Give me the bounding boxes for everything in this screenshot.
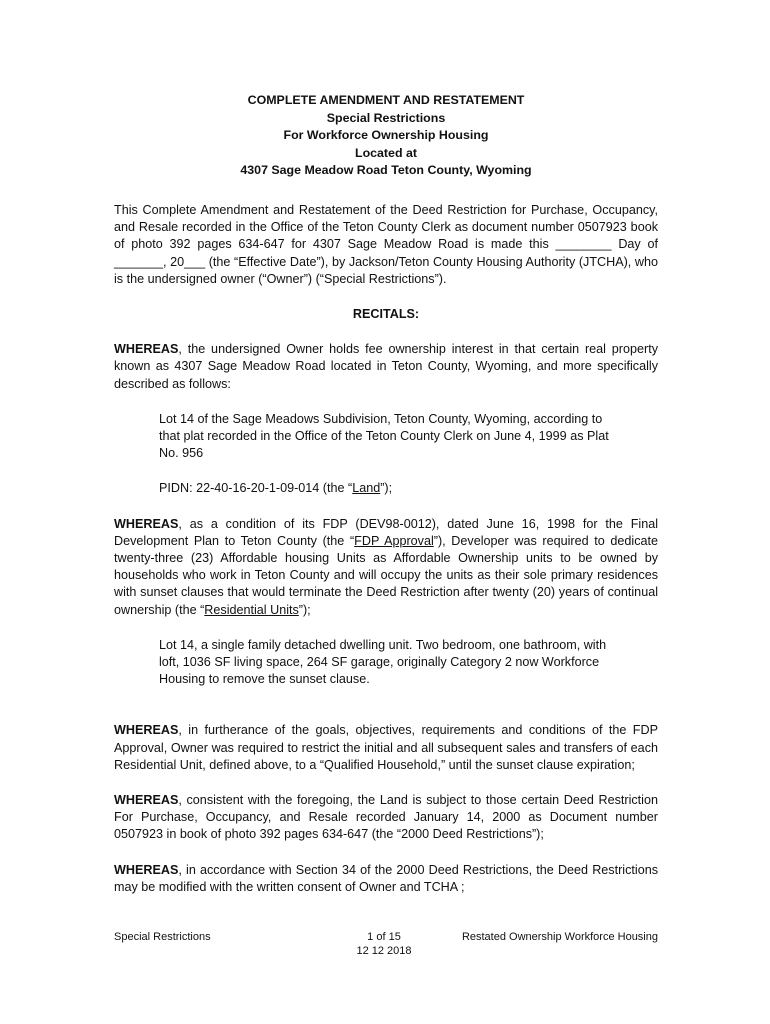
whereas-keyword: WHEREAS — [114, 516, 179, 531]
document-title — [114, 92, 658, 180]
intro-paragraph: This Complete Amendment and Restatement of the Deed Restriction for Purchase, Occupancy, and Resale recorded in the Office of the Teton County Clerk as document number 0507923 book of photo 392 pages 634-647 for 4307 Sage Meadow Road is made this ________ Day of _______, 20___ (the “Effective Date”), by Jackson/Teton County Housing Authority (JTCHA), who is the undersigned owner (“Owner”) (“Special Restrictions”). — [114, 202, 658, 286]
document-page — [114, 92, 658, 896]
whereas-text: , in accordance with Section 34 of the 2000 Deed Restrictions, the Deed Restrictions may be modified with the written consent of Owner and TCHA ; — [114, 862, 658, 894]
title-line-2: Special Restrictions — [326, 110, 446, 125]
defined-term-residential-units: Residential Units — [204, 602, 299, 617]
title-line-4: Located at — [355, 145, 417, 160]
footer-document-label: Special Restrictions — [114, 931, 211, 943]
title-line-3: For Workforce Ownership Housing — [283, 128, 489, 143]
whereas-keyword: WHEREAS — [114, 793, 179, 808]
defined-term-land: Land — [352, 481, 381, 496]
title-line-1: COMPLETE AMENDMENT AND RESTATEMENT — [247, 93, 525, 107]
whereas-text: , in furtherance of the goals, objectives, requirements and conditions of the FDP Approval, Owner was required to restrict the initial and all subsequent sales and transfers of each Residential Unit, defined above, to a “Qualified Household,” until the sunset clause expiration; — [114, 723, 658, 772]
whereas-paragraph-1 — [114, 341, 658, 393]
page-number: 1 of 15 — [367, 931, 401, 943]
whereas-text: , the undersigned Owner holds fee ownership interest in that certain real property known as 4307 Sage Meadow Road located in Teton County, Wyoming, and more specifically described as follows: — [114, 342, 658, 391]
whereas-paragraph-3 — [114, 722, 658, 774]
whereas-paragraph-2 — [114, 516, 658, 619]
legal-description: Lot 14 of the Sage Meadows Subdivision, Teton County, Wyoming, according to that plat recorded in the Office of the Teton County Clerk on June 4, 1999 as Plat No. 956 — [159, 411, 609, 461]
whereas-keyword: WHEREAS — [114, 342, 179, 357]
footer-document-title: Restated Ownership Workforce Housing — [461, 931, 658, 943]
whereas-paragraph-5 — [114, 862, 658, 896]
pidn-text: PIDN: 22-40-16-20-1-09-014 (the “ — [159, 481, 353, 496]
pidn-line — [159, 480, 617, 497]
whereas-text: , as a condition of its FDP (DEV98-0012), dated June 16, 1998 for the Final Development Plan to Teton County (the “ — [114, 516, 658, 548]
footer-date: 12 12 2018 — [356, 945, 412, 957]
whereas-paragraph-4 — [114, 792, 658, 844]
recitals-heading: RECITALS: — [352, 306, 420, 321]
whereas-keyword: WHEREAS — [114, 862, 179, 877]
footer-page-info — [344, 930, 424, 958]
whereas-keyword: WHEREAS — [114, 723, 179, 738]
whereas-text: ”); — [298, 602, 311, 617]
whereas-text: , consistent with the foregoing, the Land is subject to those certain Deed Restriction For Purchase, Occupancy, and Resale recorded January 14, 2000 as Document number 0507923 in book of photo 392 pages 634-647 (the “2000 Deed Restrictions”); — [114, 793, 658, 842]
unit-description: Lot 14, a single family detached dwelling unit. Two bedroom, one bathroom, with loft, 1036 SF living space, 264 SF garage, originally Category 2 now Workforce Housing to remove the sunset clause. — [159, 637, 607, 687]
title-line-5: 4307 Sage Meadow Road Teton County, Wyoming — [240, 163, 532, 178]
defined-term-fdp-approval: FDP Approval — [354, 533, 434, 548]
whereas-text: ”), Developer was required to dedicate twenty-three (23) Affordable housing Units as Affordable Ownership units to be owned by households who work in Teton County and will occupy the units as their sole primary residences with sunset clauses that would terminate the Deed Restriction after twenty (20) years of continual ownership (the “ — [114, 533, 659, 617]
pidn-text-end: ”); — [380, 481, 393, 496]
